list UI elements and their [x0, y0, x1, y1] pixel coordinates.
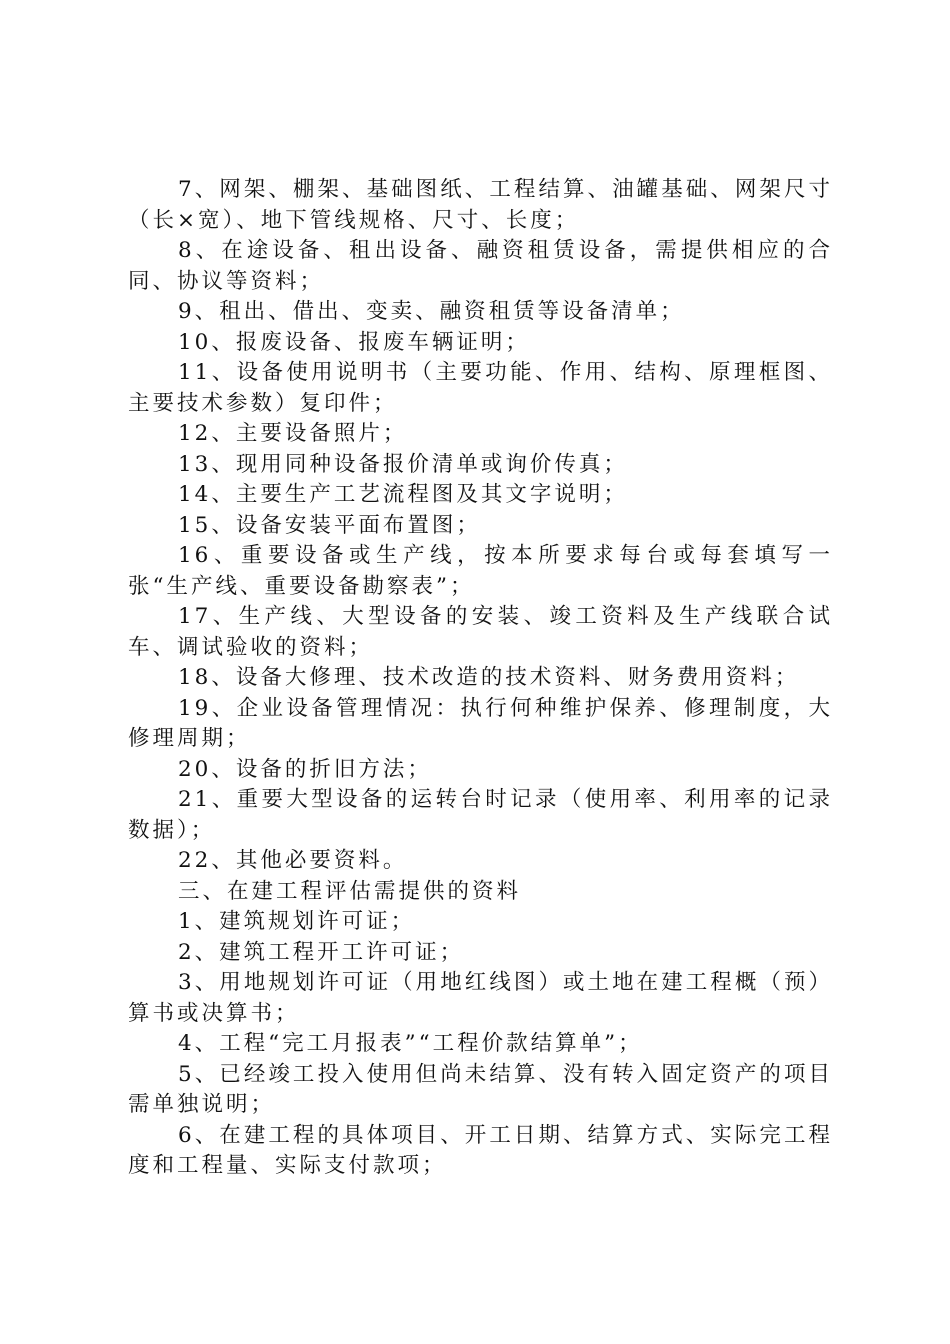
list-item: 18、设备大修理、技术改造的技术资料、财务费用资料； — [178, 665, 800, 690]
list-item: 6、在建工程的具体项目、开工日期、结算方式、实际完工程度和工程量、实际支付款项； — [128, 1122, 833, 1178]
list-item: 17、生产线、大型设备的安装、竣工资料及生产线联合试车、调试验收的资料； — [128, 604, 833, 660]
list-item: 7、网架、棚架、基础图纸、工程结算、油罐基础、网架尺寸（长×宽）、地下管线规格、尺寸、长度； — [128, 177, 833, 233]
list-item: 14、主要生产工艺流程图及其文字说明； — [178, 482, 628, 507]
list-item: 15、设备安装平面布置图； — [178, 512, 481, 538]
list-item: 13、现用同种设备报价清单或询价传真； — [178, 451, 628, 477]
list-item: 12、主要设备照片； — [178, 421, 408, 446]
list-item: 1、建筑规划许可证； — [178, 909, 416, 934]
list-item: 16、重要设备或生产线，按本所要求每台或每套填写一张“生产线、重要设备勘察表”； — [128, 543, 833, 599]
list-item: 9、租出、借出、变卖、融资租赁等设备清单； — [178, 299, 685, 324]
list-item: 19、企业设备管理情况：执行何种维护保养、修理制度，大修理周期； — [128, 695, 833, 751]
section-heading: 三、在建工程评估需提供的资料 — [178, 878, 522, 904]
list-item: 22、其他必要资料。 — [178, 848, 408, 873]
list-item: 21、重要大型设备的运转台时记录（使用率、利用率的记录数据）； — [128, 787, 833, 843]
list-item: 2、建筑工程开工许可证； — [178, 939, 465, 965]
list-item: 10、报废设备、报废车辆证明； — [178, 329, 530, 355]
list-item: 3、用地规划许可证（用地红线图）或土地在建工程概（预）算书或决算书； — [128, 970, 833, 1026]
list-item: 11、设备使用说明书（主要功能、作用、结构、原理框图、主要技术参数）复印件； — [128, 360, 833, 416]
list-item: 20、设备的折旧方法； — [178, 756, 432, 782]
list-item: 5、已经竣工投入使用但尚未结算、没有转入固定资产的项目需单独说明； — [128, 1061, 833, 1117]
list-item: 8、在途设备、租出设备、融资租赁设备，需提供相应的合同、协议等资料； — [128, 238, 833, 294]
document-body — [128, 175, 833, 1182]
list-item: 4、工程“完工月报表”“工程价款结算单”； — [178, 1031, 643, 1056]
